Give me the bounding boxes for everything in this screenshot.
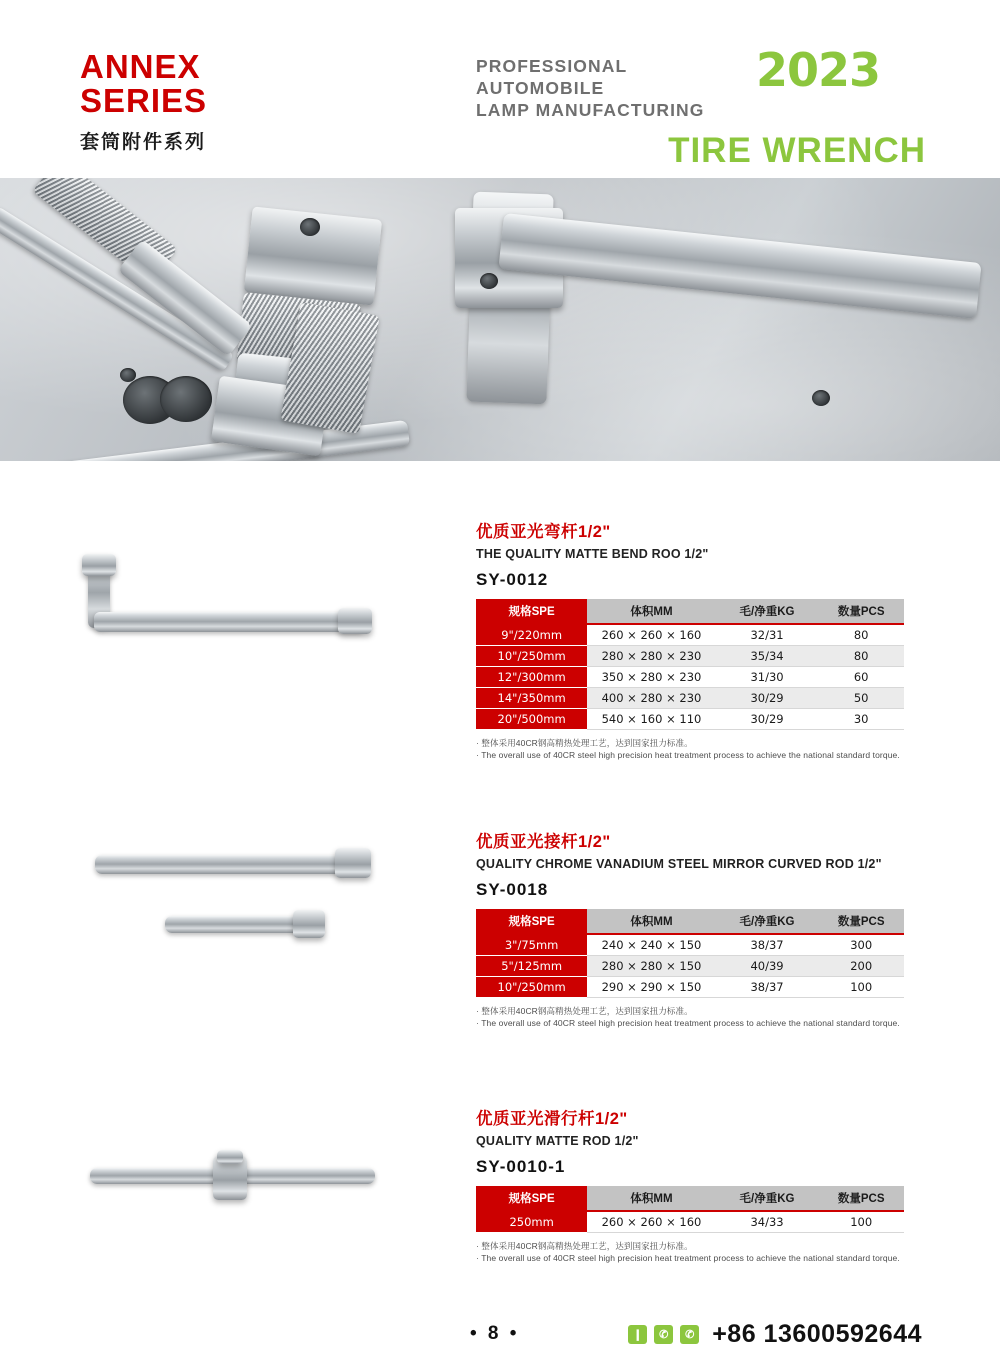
cell-spe: 250mm bbox=[476, 1211, 587, 1233]
cell-spe: 14"/350mm bbox=[476, 688, 587, 709]
hero-pin-hole-2 bbox=[480, 273, 498, 289]
product-notes-1 bbox=[476, 737, 922, 761]
annex-series-logo bbox=[80, 50, 207, 154]
title-bar bbox=[476, 131, 926, 171]
hero-product-photo bbox=[0, 178, 1000, 461]
note-cn: · 整体采用40CR钢高精热处理工艺，达到国家扭力标准。 bbox=[476, 738, 693, 748]
extension-bar-short bbox=[165, 916, 305, 933]
bend-rod-long-leg bbox=[94, 612, 364, 632]
cell-volume: 240 × 240 × 150 bbox=[587, 934, 715, 956]
cell-volume: 290 × 290 × 150 bbox=[587, 977, 715, 998]
table-row bbox=[476, 624, 904, 646]
qq-icon[interactable]: ✆ bbox=[654, 1325, 673, 1344]
col-volume: 体积MM bbox=[587, 909, 715, 934]
cell-qty: 100 bbox=[818, 977, 904, 998]
extension-bar-short-socket bbox=[293, 910, 325, 938]
annex-line2: SERIES bbox=[80, 82, 208, 119]
col-volume: 体积MM bbox=[587, 1186, 715, 1211]
col-weight: 毛/净重KG bbox=[716, 909, 819, 934]
product-image-sliding-t-bar bbox=[85, 1150, 375, 1210]
cell-spe: 10"/250mm bbox=[476, 646, 587, 667]
professional-tagline bbox=[476, 55, 756, 121]
cell-weight: 34/33 bbox=[716, 1211, 819, 1233]
table-header-row bbox=[476, 909, 904, 934]
cell-volume: 260 × 260 × 160 bbox=[587, 1211, 715, 1233]
note-cn: · 整体采用40CR钢高精热处理工艺，达到国家扭力标准。 bbox=[476, 1241, 693, 1251]
cell-qty: 80 bbox=[818, 646, 904, 667]
cell-volume: 280 × 280 × 230 bbox=[587, 646, 715, 667]
table-row bbox=[476, 1211, 904, 1233]
table-row bbox=[476, 646, 904, 667]
product-info-1 bbox=[476, 518, 922, 761]
year-badge bbox=[756, 43, 881, 97]
product-block-2 bbox=[0, 810, 1000, 1040]
cell-volume: 280 × 280 × 150 bbox=[587, 956, 715, 977]
table-row bbox=[476, 688, 904, 709]
col-qty: 数量PCS bbox=[818, 599, 904, 624]
product-image-extension-bars bbox=[85, 830, 375, 970]
phone-number: +86 13600592644 bbox=[712, 1320, 922, 1348]
cell-weight: 35/34 bbox=[716, 646, 819, 667]
table-header-row bbox=[476, 1186, 904, 1211]
hero-pin-hole-4 bbox=[812, 390, 830, 406]
cell-qty: 30 bbox=[818, 709, 904, 730]
product-model: SY-0012 bbox=[476, 570, 549, 589]
page-number: • 8 • bbox=[470, 1323, 520, 1344]
table-row bbox=[476, 934, 904, 956]
product-en-title: THE QUALITY MATTE BEND ROO 1/2" bbox=[476, 547, 709, 561]
table-row bbox=[476, 977, 904, 998]
cell-weight: 30/29 bbox=[716, 688, 819, 709]
cell-qty: 80 bbox=[818, 624, 904, 646]
table-row bbox=[476, 709, 904, 730]
product-cn-title: 优质亚光接杆1/2" bbox=[476, 833, 611, 851]
col-qty: 数量PCS bbox=[818, 1186, 904, 1211]
wechat-icon[interactable]: ❙ bbox=[628, 1325, 647, 1344]
product-info-2 bbox=[476, 828, 922, 1029]
tagline-line2: LAMP MANUFACTURING bbox=[476, 100, 705, 120]
col-spe: 规格SPE bbox=[476, 909, 587, 934]
cell-qty: 200 bbox=[818, 956, 904, 977]
product-notes-3 bbox=[476, 1240, 922, 1264]
col-weight: 毛/净重KG bbox=[716, 1186, 819, 1211]
page-title: TIRE WRENCH bbox=[668, 131, 926, 170]
product-block-3 bbox=[0, 1095, 1000, 1275]
cell-qty: 60 bbox=[818, 667, 904, 688]
note-en: · The overall use of 40CR steel high precision heat treatment process to achieve the national standard torque. bbox=[476, 1253, 900, 1263]
note-en: · The overall use of 40CR steel high precision heat treatment process to achieve the national standard torque. bbox=[476, 750, 900, 760]
whatsapp-icon[interactable]: ✆ bbox=[680, 1325, 699, 1344]
tagline-line1: PROFESSIONAL AUTOMOBILE bbox=[476, 56, 627, 98]
cell-spe: 9"/220mm bbox=[476, 624, 587, 646]
product-cn-title: 优质亚光弯杆1/2" bbox=[476, 523, 611, 541]
cell-volume: 400 × 280 × 230 bbox=[587, 688, 715, 709]
cell-weight: 31/30 bbox=[716, 667, 819, 688]
cell-qty: 50 bbox=[818, 688, 904, 709]
col-spe: 规格SPE bbox=[476, 599, 587, 624]
cell-qty: 300 bbox=[818, 934, 904, 956]
table-row bbox=[476, 667, 904, 688]
table-row bbox=[476, 956, 904, 977]
col-qty: 数量PCS bbox=[818, 909, 904, 934]
col-spe: 规格SPE bbox=[476, 1186, 587, 1211]
sliding-bar-drive bbox=[217, 1150, 243, 1164]
col-volume: 体积MM bbox=[587, 599, 715, 624]
spec-table-3 bbox=[476, 1186, 904, 1233]
cell-spe: 3"/75mm bbox=[476, 934, 587, 956]
year-text: 2023 bbox=[756, 43, 881, 97]
product-info-3 bbox=[476, 1105, 922, 1264]
cell-spe: 20"/500mm bbox=[476, 709, 587, 730]
cell-volume: 540 × 160 × 110 bbox=[587, 709, 715, 730]
page-header bbox=[0, 0, 1000, 178]
note-cn: · 整体采用40CR钢高精热处理工艺，达到国家扭力标准。 bbox=[476, 1006, 693, 1016]
note-en: · The overall use of 40CR steel high precision heat treatment process to achieve the national standard torque. bbox=[476, 1018, 900, 1028]
hero-pin-hole-1 bbox=[300, 218, 320, 236]
hero-socket-hole-2 bbox=[160, 376, 212, 422]
hero-pin-hole-3 bbox=[120, 368, 136, 382]
cell-volume: 260 × 260 × 160 bbox=[587, 624, 715, 646]
cell-weight: 40/39 bbox=[716, 956, 819, 977]
product-image-bend-rod bbox=[80, 560, 380, 650]
cell-volume: 350 × 280 × 230 bbox=[587, 667, 715, 688]
extension-bar-long-socket bbox=[335, 848, 371, 878]
bend-rod-drive-end bbox=[82, 554, 116, 576]
product-cn-title: 优质亚光滑行杆1/2" bbox=[476, 1110, 628, 1128]
product-model: SY-0010-1 bbox=[476, 1157, 566, 1176]
page-footer bbox=[0, 1295, 1000, 1365]
table-header-row bbox=[476, 599, 904, 624]
product-en-title: QUALITY MATTE ROD 1/2" bbox=[476, 1134, 639, 1148]
product-block-1 bbox=[0, 500, 1000, 760]
annex-chinese-label: 套筒附件系列 bbox=[80, 132, 207, 153]
annex-line1: ANNEX bbox=[80, 48, 201, 85]
product-notes-2 bbox=[476, 1005, 922, 1029]
cell-spe: 10"/250mm bbox=[476, 977, 587, 998]
cell-weight: 38/37 bbox=[716, 977, 819, 998]
bend-rod-socket-end bbox=[338, 608, 372, 634]
cell-spe: 12"/300mm bbox=[476, 667, 587, 688]
cell-weight: 30/29 bbox=[716, 709, 819, 730]
cell-spe: 5"/125mm bbox=[476, 956, 587, 977]
spec-table-2 bbox=[476, 909, 904, 998]
cell-weight: 38/37 bbox=[716, 934, 819, 956]
cell-weight: 32/31 bbox=[716, 624, 819, 646]
cell-qty: 100 bbox=[818, 1211, 904, 1233]
extension-bar-long bbox=[95, 855, 345, 874]
col-weight: 毛/净重KG bbox=[716, 599, 819, 624]
contact-info bbox=[628, 1320, 922, 1349]
product-en-title: QUALITY CHROME VANADIUM STEEL MIRROR CURVED ROD 1/2" bbox=[476, 857, 882, 871]
product-model: SY-0018 bbox=[476, 880, 549, 899]
spec-table-1 bbox=[476, 599, 904, 730]
